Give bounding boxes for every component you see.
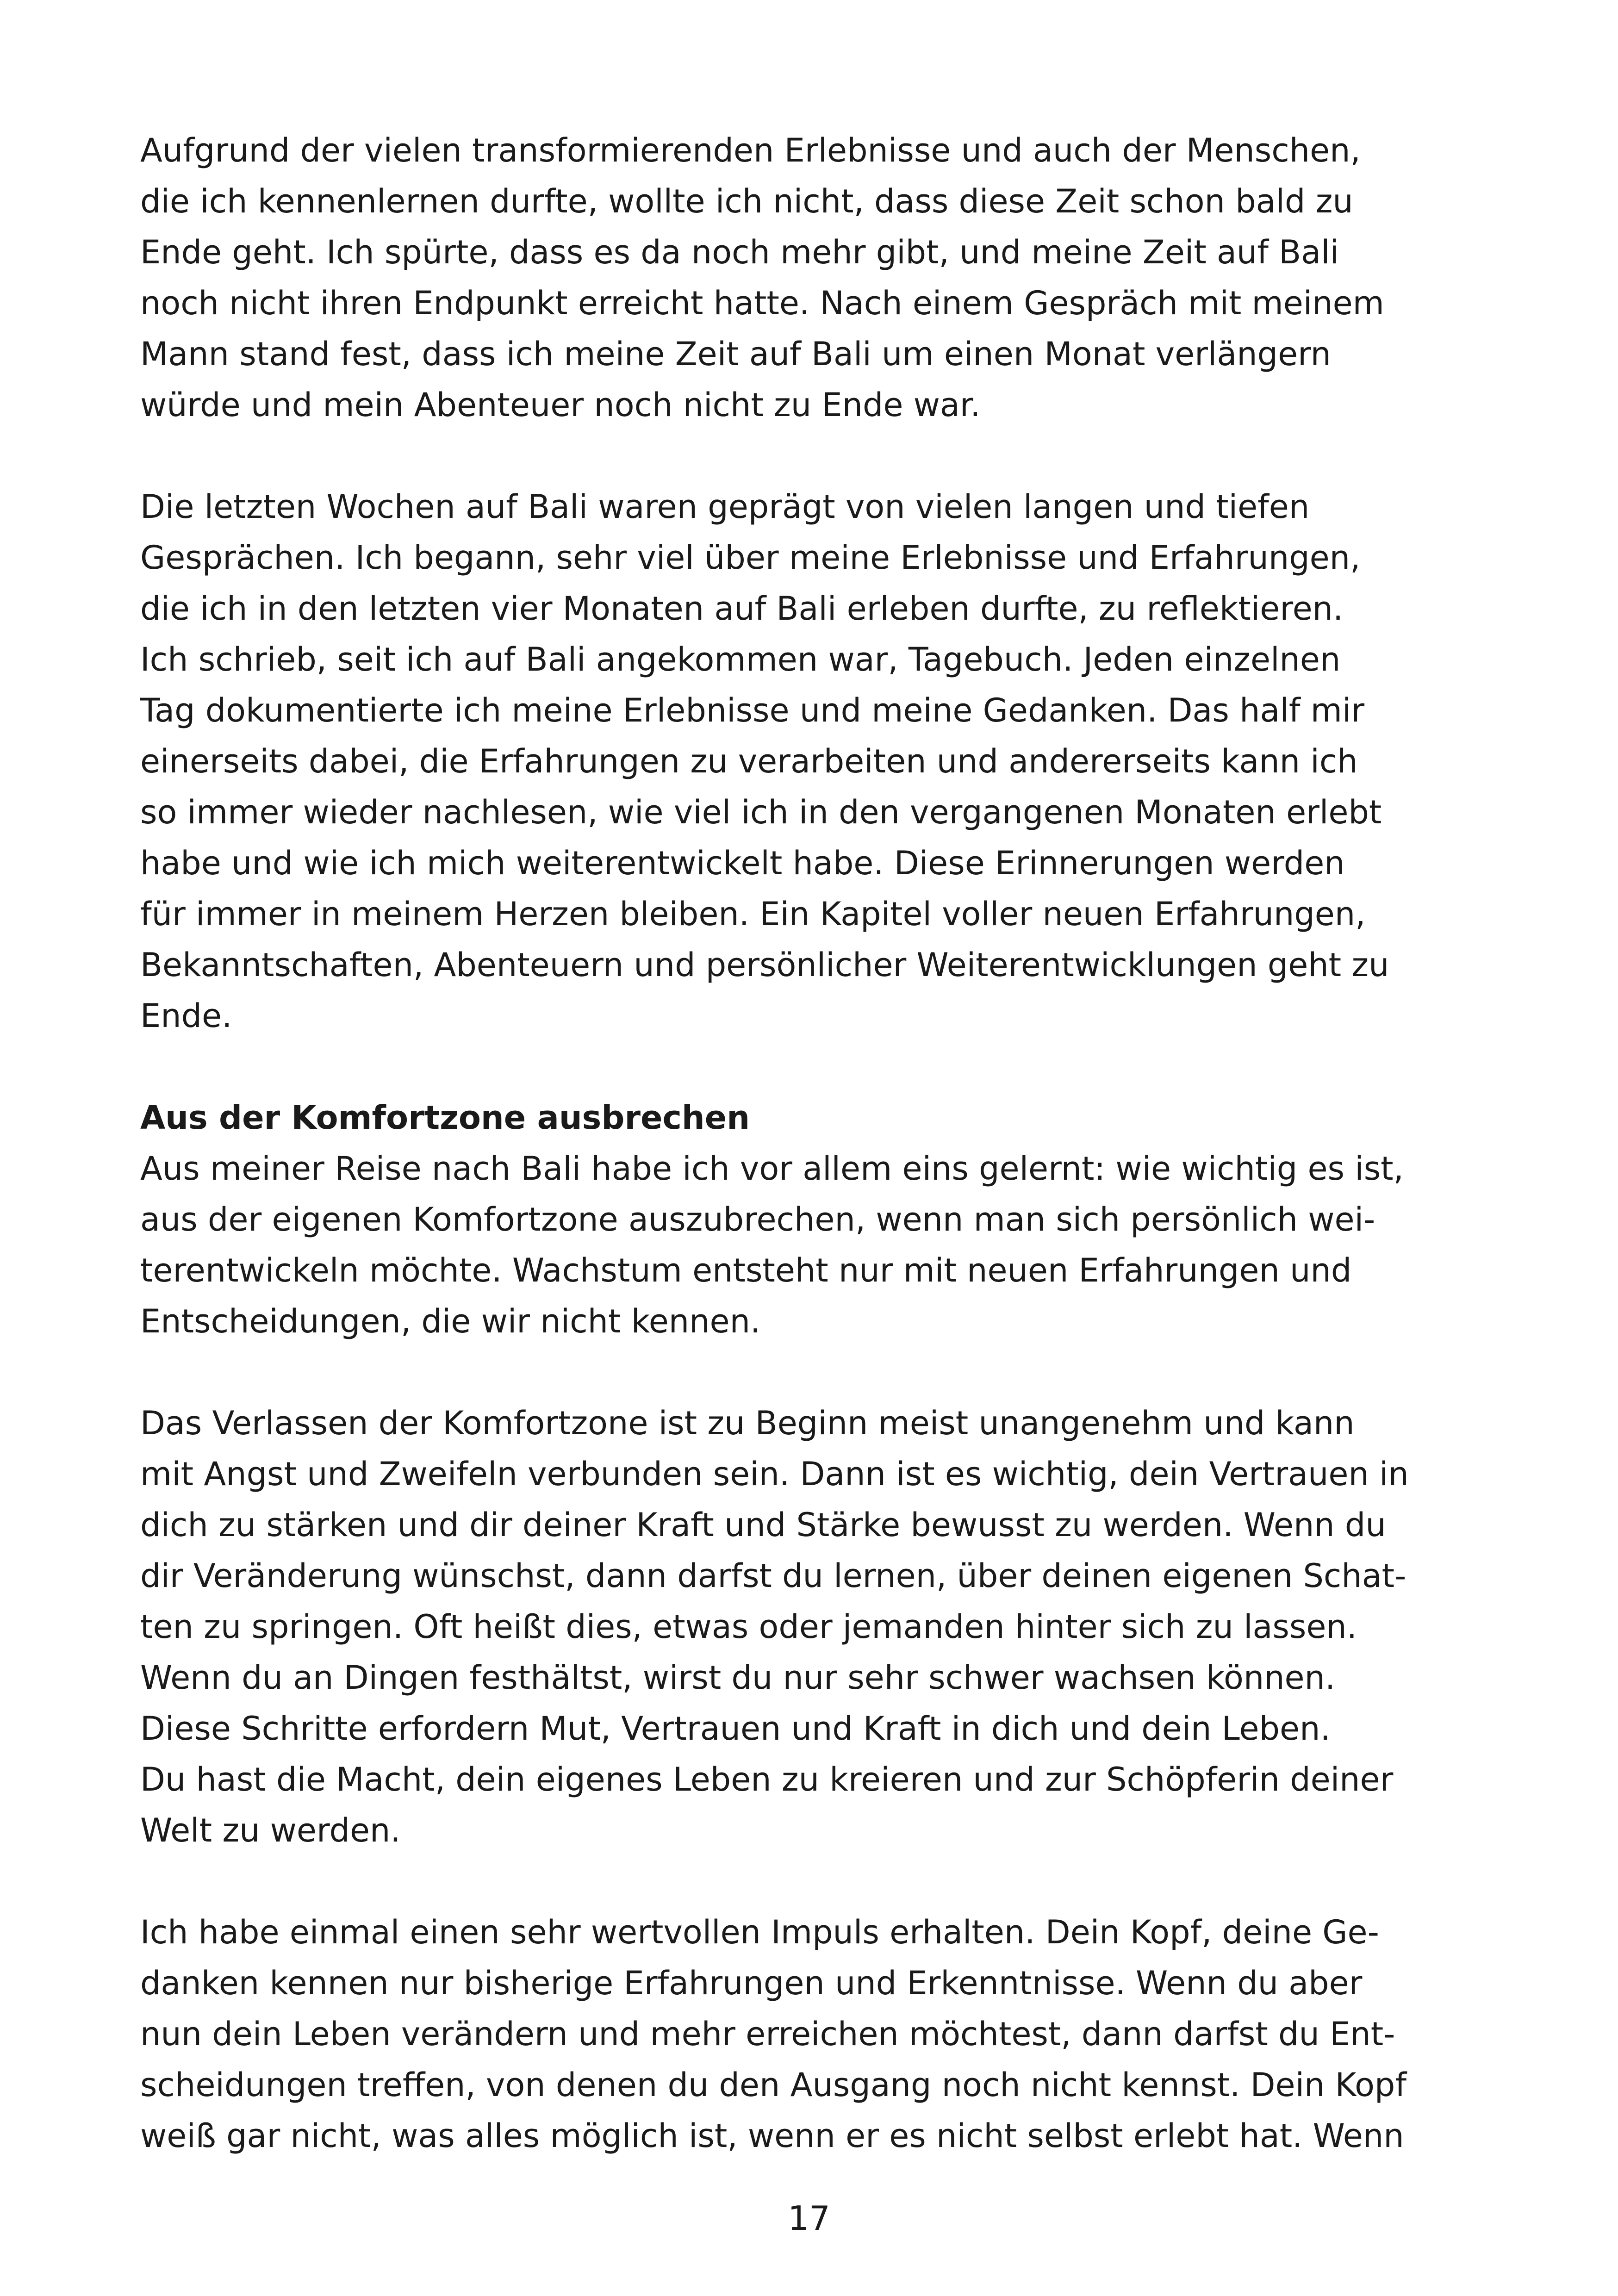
text-line: nun dein Leben verändern und mehr erreichen möchtest, dann darfst du Ent-	[140, 2015, 1395, 2053]
text-line: scheidungen treffen, von denen du den Ausgang noch nicht kennst. Dein Kopf	[140, 2066, 1406, 2104]
paragraph-4	[140, 1398, 1482, 1856]
text-line: einerseits dabei, die Erfahrungen zu verarbeiten und andererseits kann ich	[140, 742, 1358, 780]
text-line: danken kennen nur bisherige Erfahrungen und Erkenntnisse. Wenn du aber	[140, 1964, 1363, 2002]
text-line: ten zu springen. Oft heißt dies, etwas oder jemanden hinter sich zu lassen.	[140, 1608, 1357, 1646]
text-line: aus der eigenen Komfortzone auszubrechen, wenn man sich persönlich wei-	[140, 1201, 1375, 1238]
paragraph-5	[140, 1907, 1482, 2161]
paragraph-1	[140, 125, 1482, 430]
text-line: noch nicht ihren Endpunkt erreicht hatte. Nach einem Gespräch mit meinem	[140, 284, 1384, 322]
text-line: dir Veränderung wünschst, dann darfst du lernen, über deinen eigenen Schat-	[140, 1557, 1406, 1595]
text-line: Die letzten Wochen auf Bali waren geprägt von vielen langen und tiefen	[140, 488, 1310, 526]
paragraph-3	[140, 1092, 1482, 1347]
text-line: Ende geht. Ich spürte, dass es da noch mehr gibt, und meine Zeit auf Bali	[140, 233, 1339, 271]
text-line: Du hast die Macht, dein eigenes Leben zu kreieren und zur Schöpferin deiner	[140, 1761, 1394, 1798]
text-line: für immer in meinem Herzen bleiben. Ein Kapitel voller neuen Erfahrungen,	[140, 895, 1366, 933]
text-line: mit Angst und Zweifeln verbunden sein. Dann ist es wichtig, dein Vertrauen in	[140, 1455, 1409, 1493]
paragraph-2	[140, 481, 1482, 1041]
text-line: die ich in den letzten vier Monaten auf Bali erleben durfte, zu reflektieren.	[140, 590, 1344, 628]
text-line: Ich habe einmal einen sehr wertvollen Impuls erhalten. Dein Kopf, deine Ge-	[140, 1913, 1379, 1951]
text-line: Das Verlassen der Komfortzone ist zu Beginn meist unangenehm und kann	[140, 1404, 1355, 1442]
text-line: die ich kennenlernen durfte, wollte ich nicht, dass diese Zeit schon bald zu	[140, 182, 1353, 220]
text-line: Entscheidungen, die wir nicht kennen.	[140, 1302, 761, 1340]
text-line: dich zu stärken und dir deiner Kraft und Stärke bewusst zu werden. Wenn du	[140, 1506, 1386, 1544]
page-number: 17	[788, 2199, 830, 2238]
text-line: so immer wieder nachlesen, wie viel ich in den vergangenen Monaten erlebt	[140, 793, 1382, 831]
text-line: habe und wie ich mich weiterentwickelt habe. Diese Erinnerungen werden	[140, 844, 1345, 882]
text-line: Aus meiner Reise nach Bali habe ich vor allem eins gelernt: wie wichtig es ist,	[140, 1150, 1404, 1188]
page-body	[140, 125, 1482, 2161]
text-line: Bekanntschaften, Abenteuern und persönlicher Weiterentwicklungen geht zu	[140, 946, 1389, 984]
section-heading: Aus der Komfortzone ausbrechen	[140, 1099, 750, 1137]
text-line: Welt zu werden.	[140, 1811, 401, 1849]
text-line: würde und mein Abenteuer noch nicht zu Ende war.	[140, 386, 981, 424]
text-line: Tag dokumentierte ich meine Erlebnisse und meine Gedanken. Das half mir	[140, 691, 1365, 729]
text-line: Mann stand fest, dass ich meine Zeit auf Bali um einen Monat verlängern	[140, 335, 1332, 373]
text-line: terentwickeln möchte. Wachstum entsteht nur mit neuen Erfahrungen und	[140, 1251, 1352, 1289]
text-line: Aufgrund der vielen transformierenden Erlebnisse und auch der Menschen,	[140, 131, 1361, 169]
text-line: Ende.	[140, 997, 232, 1035]
text-line: Ich schrieb, seit ich auf Bali angekommen war, Tagebuch. Jeden einzelnen	[140, 641, 1341, 678]
text-line: Diese Schritte erfordern Mut, Vertrauen und Kraft in dich und dein Leben.	[140, 1710, 1331, 1748]
text-line: Wenn du an Dingen festhältst, wirst du nur sehr schwer wachsen können.	[140, 1659, 1336, 1697]
text-line: Gesprächen. Ich begann, sehr viel über meine Erlebnisse und Erfahrungen,	[140, 539, 1361, 577]
text-line: weiß gar nicht, was alles möglich ist, wenn er es nicht selbst erlebt hat. Wenn	[140, 2117, 1404, 2155]
